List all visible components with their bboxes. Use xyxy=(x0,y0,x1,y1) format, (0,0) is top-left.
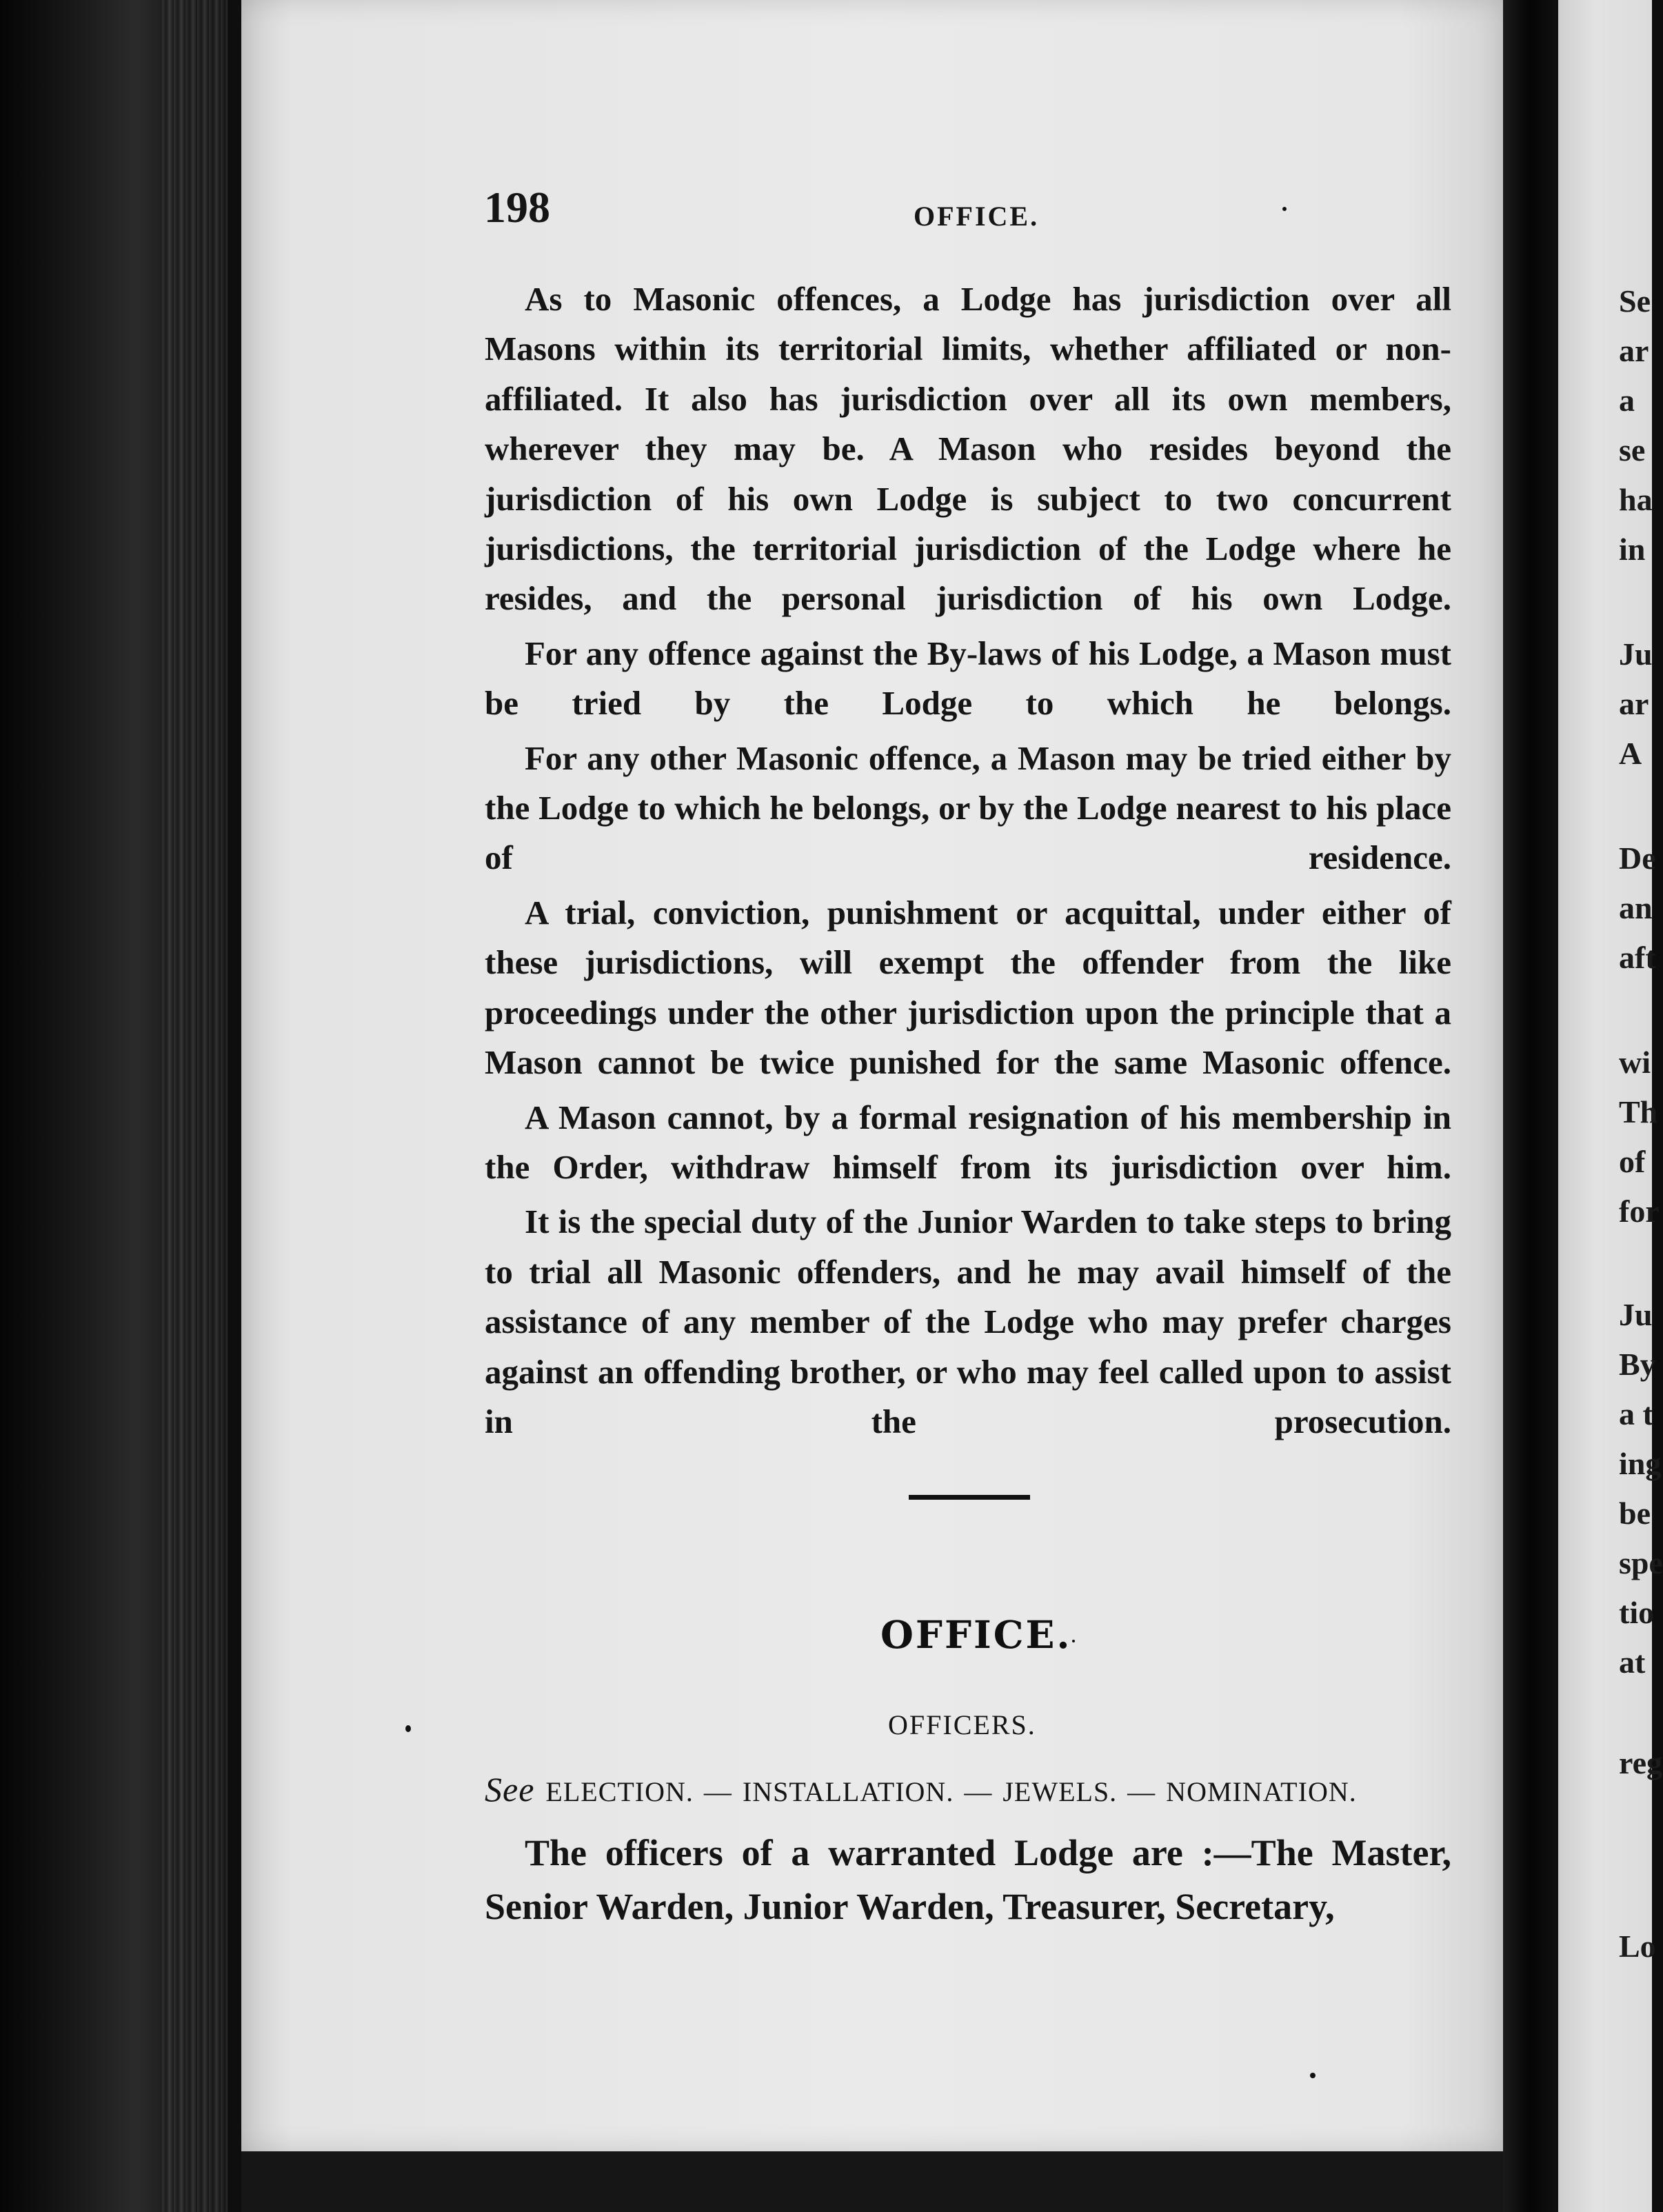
officers-text xyxy=(485,1826,1451,1933)
adjacent-text-fragment: an xyxy=(1619,890,1653,925)
print-speck xyxy=(1282,207,1287,211)
adjacent-text-fragment: By xyxy=(1619,1347,1656,1382)
adjacent-text-fragment: ar xyxy=(1619,686,1649,721)
adjacent-text-fragment: a t xyxy=(1619,1396,1653,1431)
adjacent-text-fragment: Th xyxy=(1619,1094,1658,1129)
paragraph-by-laws: For any offence against the By-laws of his Lodge, a Mason must be tried by the Lodge to which he belongs. xyxy=(485,634,1451,723)
adjacent-text-fragment: De xyxy=(1619,841,1656,876)
paragraph-jurisdiction: As to Masonic offences, a Lodge has jurisdiction over all Masons within its territorial limits, whether affiliated or non-affiliated. It also has jurisdiction over all its own members, wherever they may be. A Mason who resides beyond the jurisdiction of his own Lodge is subject to two concurrent jurisdictions, the territorial jurisdiction of the Lodge where he resides, and the personal jurisdiction of his own Lodge. xyxy=(485,280,1451,618)
adjacent-text-fragment: ing xyxy=(1619,1446,1662,1481)
adjacent-text-fragment: be xyxy=(1619,1496,1651,1531)
cross-reference-line xyxy=(485,1769,1357,1809)
cross-references: ELECTION. — INSTALLATION. — JEWELS. — NOMINATION. xyxy=(545,1776,1357,1807)
paragraph-resignation: A Mason cannot, by a formal resignation of his membership in the Order, withdraw himself from its jurisdiction over him. xyxy=(485,1098,1451,1186)
binding-edge-texture xyxy=(162,0,228,2212)
adjacent-text-fragment: ar xyxy=(1619,333,1649,368)
adjacent-text-fragment: a xyxy=(1619,383,1635,418)
adjacent-text-fragment: for xyxy=(1619,1194,1660,1229)
adjacent-text-fragment: A xyxy=(1619,736,1642,771)
adjacent-text-fragment: in xyxy=(1619,532,1646,567)
page-gutter xyxy=(1503,0,1558,2212)
print-speck xyxy=(1072,1640,1075,1642)
adjacent-text-fragment: Ju xyxy=(1619,636,1653,672)
paragraph-other-offence: For any other Masonic offence, a Mason may be tried either by the Lodge to which he belongs, or by the Lodge nearest to his place of residence. xyxy=(485,738,1451,877)
page-number: 198 xyxy=(484,183,550,232)
adjacent-text-fragment: aft xyxy=(1619,940,1656,975)
see-label: See xyxy=(485,1770,535,1809)
section-divider xyxy=(909,1495,1030,1500)
adjacent-text-fragment: Se xyxy=(1619,283,1651,319)
running-head: OFFICE. xyxy=(914,201,1040,232)
body-text xyxy=(485,274,1451,1447)
adjacent-text-fragment: Lo xyxy=(1619,1929,1656,1964)
adjacent-text-fragment: se xyxy=(1619,432,1646,467)
paragraph-officers: The officers of a warranted Lodge are :—The Master, Senior Warden, Junior Warden, Treasurer, Secretary, xyxy=(485,1832,1451,1927)
adjacent-text-fragment: at xyxy=(1619,1645,1646,1680)
adjacent-text-fragment: Ju xyxy=(1619,1297,1653,1332)
adjacent-text-fragment: tio xyxy=(1619,1595,1655,1630)
adjacent-text-fragment: wi xyxy=(1619,1045,1651,1080)
adjacent-text-fragment: reg xyxy=(1619,1745,1663,1780)
adjacent-text-fragment: ha xyxy=(1619,482,1653,517)
paragraph-junior-warden: It is the special duty of the Junior Warden to take steps to bring to trial all Masonic offenders, and he may avail himself of the assistance of any member of the Lodge who may prefer charges against an offending brother, or who may feel called upon to assist in the prosecution. xyxy=(485,1203,1451,1440)
adjacent-text-fragment: of xyxy=(1619,1144,1646,1179)
page-bottom-shadow xyxy=(241,2151,1503,2212)
print-speck xyxy=(405,1725,411,1732)
adjacent-text-fragment: spe xyxy=(1619,1545,1663,1580)
paragraph-trial: A trial, conviction, punishment or acquittal, under either of these jurisdictions, will exempt the offender from the like proceedings under the other jurisdiction upon the principle that a Mason cannot be twice punished for the same Masonic offence. xyxy=(485,893,1451,1082)
section-subheading: OFFICERS. xyxy=(888,1709,1036,1740)
print-speck xyxy=(1310,2073,1316,2078)
adjacent-page-sliver xyxy=(1558,0,1663,2212)
section-heading: OFFICE. xyxy=(880,1612,1072,1657)
